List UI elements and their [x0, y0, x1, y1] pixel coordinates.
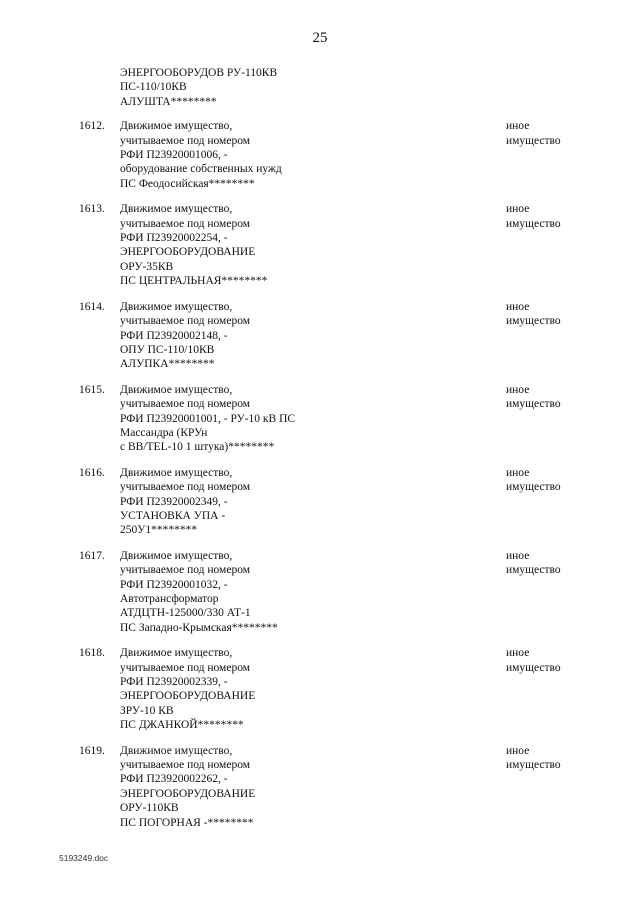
- text-line: иное: [506, 203, 530, 216]
- entry-property-type: [506, 744, 561, 773]
- text-line: ЭНЕРГООБОРУДОВАНИЕ: [120, 246, 256, 259]
- entry-property-type: [506, 646, 561, 675]
- text-line: ЭНЕРГООБОРУДОВАНИЕ: [120, 787, 256, 800]
- text-line: учитываемое под номером: [120, 217, 250, 230]
- text-line: учитываемое под номером: [120, 759, 250, 772]
- text-line: РФИ П23920002349, -: [120, 495, 228, 508]
- text-line: иное: [506, 383, 530, 396]
- entry-number: 1616.: [79, 466, 105, 479]
- text-line: Движимое имущество,: [120, 549, 233, 562]
- text-line: РФИ П23920002254, -: [120, 232, 228, 245]
- entry-description: [120, 744, 350, 830]
- entry-property-type: [506, 119, 561, 148]
- text-line: имущество: [506, 315, 561, 328]
- text-line: ЭНЕРГООБОРУДОВ РУ-110КВ: [120, 67, 278, 79]
- text-line: иное: [506, 647, 530, 660]
- text-line: АТДЦТН-125000/330 АТ-1: [120, 607, 251, 620]
- entry-description: [120, 300, 350, 372]
- text-line: учитываемое под номером: [120, 134, 250, 147]
- text-line: имущество: [506, 661, 561, 674]
- entry-description: [120, 466, 350, 538]
- entry-property-type: [506, 383, 561, 412]
- text-line: 250У1********: [120, 524, 198, 537]
- text-line: Движимое имущество,: [120, 203, 233, 216]
- text-line: РФИ П23920001032, -: [120, 578, 228, 591]
- entry-description: [120, 202, 350, 288]
- text-line: РФИ П23920001001, - РУ-10 кВ ПС: [120, 412, 296, 425]
- entry-description: [120, 646, 350, 732]
- entry-description: [120, 383, 350, 455]
- entry-property-type: [506, 549, 561, 578]
- entry-property-type: [506, 466, 561, 495]
- list-item: [0, 300, 640, 372]
- text-line: ПС ЦЕНТРАЛЬНАЯ********: [120, 275, 268, 288]
- text-line: иное: [506, 120, 530, 133]
- text-line: имущество: [506, 398, 561, 411]
- text-line: РФИ П23920001006, -: [120, 149, 228, 162]
- text-line: имущество: [506, 134, 561, 147]
- entry-number: 1614.: [79, 300, 105, 313]
- text-line: Массандра (КРУн: [120, 426, 208, 439]
- text-line: имущество: [506, 759, 561, 772]
- text-line: Движимое имущество,: [120, 300, 233, 313]
- entry-property-type: [506, 202, 561, 231]
- list-item: [0, 549, 640, 635]
- list-item: [0, 383, 640, 455]
- entry-description: [120, 549, 350, 635]
- text-line: Движимое имущество,: [120, 383, 233, 396]
- text-line: РФИ П23920002148, -: [120, 329, 228, 342]
- text-line: имущество: [506, 564, 561, 577]
- text-line: ОРУ-110КВ: [120, 802, 179, 815]
- text-line: Движимое имущество,: [120, 120, 233, 133]
- entry-number: 1618.: [79, 647, 105, 660]
- entry-description: [120, 119, 350, 191]
- text-line: РФИ П23920002339, -: [120, 676, 228, 689]
- text-line: иное: [506, 549, 530, 562]
- page-number: 25: [312, 30, 328, 46]
- text-line: оборудование собственных нужд: [120, 163, 282, 176]
- entry-number: 1613.: [79, 203, 105, 216]
- text-line: РФИ П23920002262, -: [120, 773, 228, 786]
- entry-property-type: [506, 300, 561, 329]
- entry-number: 1612.: [79, 120, 105, 133]
- text-line: АЛУПКА********: [120, 358, 215, 371]
- text-line: учитываемое под номером: [120, 661, 250, 674]
- text-line: Движимое имущество,: [120, 744, 233, 757]
- text-line: УСТАНОВКА УПА -: [120, 509, 226, 522]
- document-body: [0, 66, 640, 841]
- text-line: Движимое имущество,: [120, 466, 233, 479]
- text-line: ПС Феодосийская********: [120, 177, 255, 190]
- text-line: имущество: [506, 481, 561, 494]
- text-line: учитываемое под номером: [120, 398, 250, 411]
- text-line: имущество: [506, 217, 561, 230]
- entry-list: [0, 119, 640, 830]
- text-line: с BB/TEL-10 1 штука)********: [120, 441, 275, 454]
- list-item: [0, 646, 640, 732]
- list-item: [0, 744, 640, 830]
- text-line: ПС ПОГОРНАЯ -********: [120, 816, 254, 829]
- entry-number: 1615.: [79, 383, 105, 396]
- text-line: ЗРУ-10 КВ: [120, 704, 174, 717]
- text-line: АЛУШТА********: [120, 95, 217, 108]
- text-line: иное: [506, 300, 530, 313]
- list-item: [0, 119, 640, 191]
- entry-number: 1619.: [79, 744, 105, 757]
- text-line: ПС Западно-Крымская********: [120, 621, 278, 634]
- text-line: иное: [506, 466, 530, 479]
- text-line: ПС-110/10КВ: [120, 81, 187, 94]
- text-line: учитываемое под номером: [120, 315, 250, 328]
- text-line: ОПУ ПС-110/10КВ: [120, 343, 215, 356]
- text-line: ЭНЕРГООБОРУДОВАНИЕ: [120, 690, 256, 703]
- continued-entry-text: [0, 66, 640, 109]
- text-line: учитываемое под номером: [120, 564, 250, 577]
- footer-filename: 5193249.doc: [59, 853, 109, 863]
- entry-number: 1617.: [79, 549, 105, 562]
- list-item: [0, 202, 640, 288]
- text-line: учитываемое под номером: [120, 481, 250, 494]
- list-item: [0, 466, 640, 538]
- text-line: Движимое имущество,: [120, 647, 233, 660]
- text-line: ОРУ-35КВ: [120, 260, 174, 273]
- text-line: иное: [506, 744, 530, 757]
- text-line: ПС ДЖАНКОЙ********: [120, 719, 244, 732]
- text-line: Автотрансформатор: [120, 593, 219, 605]
